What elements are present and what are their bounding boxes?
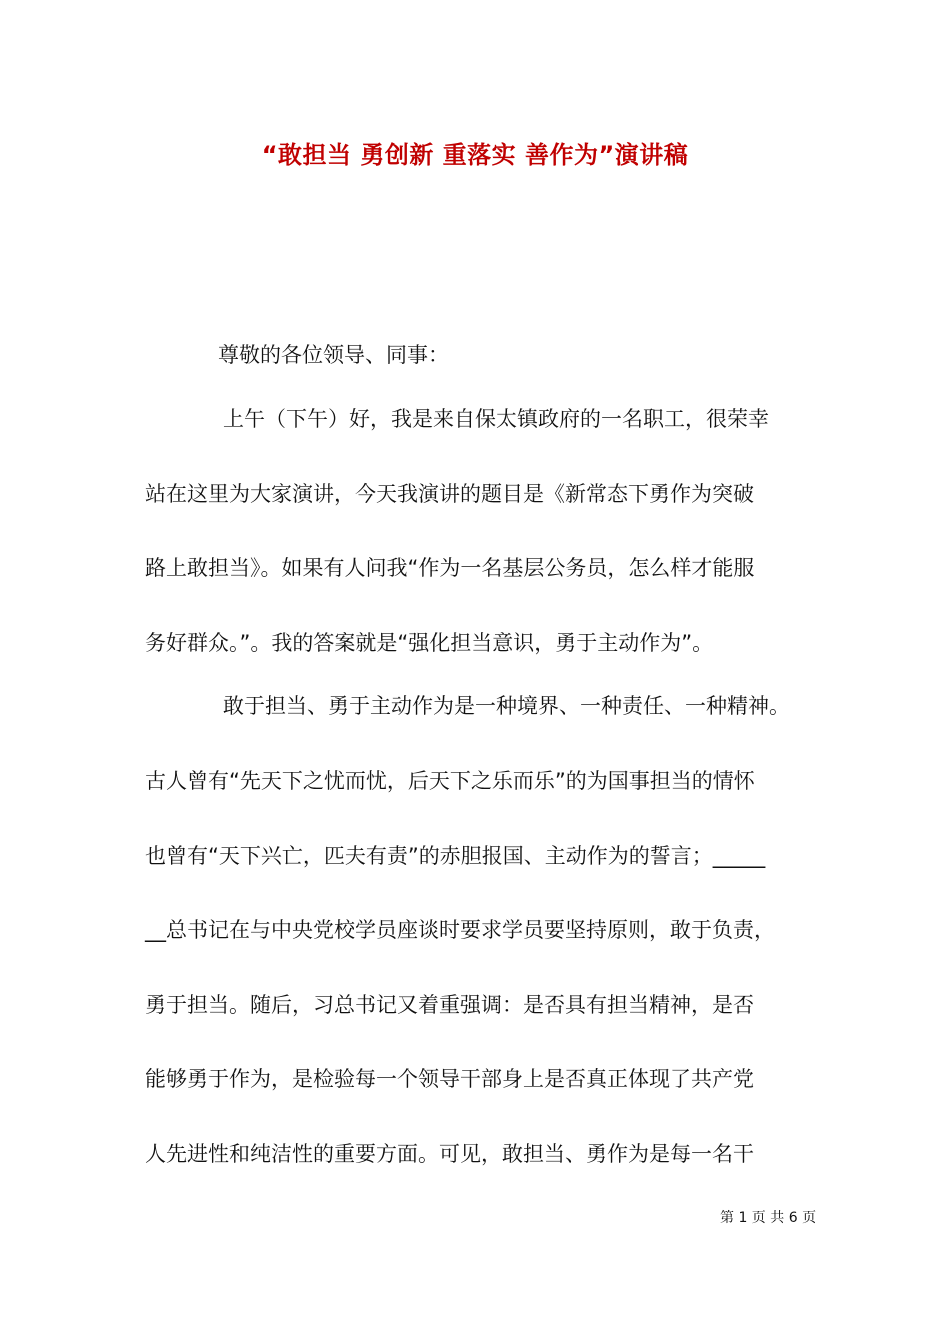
body-line: 古人曾有“先天下之忧而忧，后天下之乐而乐”的为国事担当的情怀 — [145, 769, 755, 793]
body-line: 能够勇于作为，是检验每一个领导干部身上是否真正体现了共产党 — [145, 1067, 754, 1091]
body-line: 路上敢担当》。如果有人问我“作为一名基层公务员，怎么样才能服 — [145, 556, 755, 580]
body-line: 人先进性和纯洁性的重要方面。可见，敢担当、勇作为是每一名干 — [145, 1142, 754, 1166]
body-line: 也曾有“天下兴亡，匹夫有责”的赤胆报国、主动作为的誓言；_____ — [145, 844, 766, 868]
body-line: 站在这里为大家演讲，今天我演讲的题目是《新常态下勇作为突破 — [145, 482, 754, 506]
salutation-line: 尊敬的各位领导、同事： — [218, 343, 449, 367]
page-number: 第 1 页 共 6 页 — [720, 1210, 817, 1226]
body-line: 上午（下午）好，我是来自保太镇政府的一名职工，很荣幸 — [223, 407, 769, 431]
body-line: 勇于担当。随后，习总书记又着重强调：是否具有担当精神，是否 — [145, 993, 754, 1017]
body-line: 敢于担当、勇于主动作为是一种境界、一种责任、一种精神。 — [223, 694, 790, 718]
body-line: 务好群众。”。我的答案就是“强化担当意识，勇于主动作为”。 — [145, 631, 714, 655]
body-line: __总书记在与中央党校学员座谈时要求学员要坚持原则，敢于负责， — [145, 918, 775, 942]
document-title: “敢担当 勇创新 重落实 善作为”演讲稿 — [261, 141, 689, 169]
